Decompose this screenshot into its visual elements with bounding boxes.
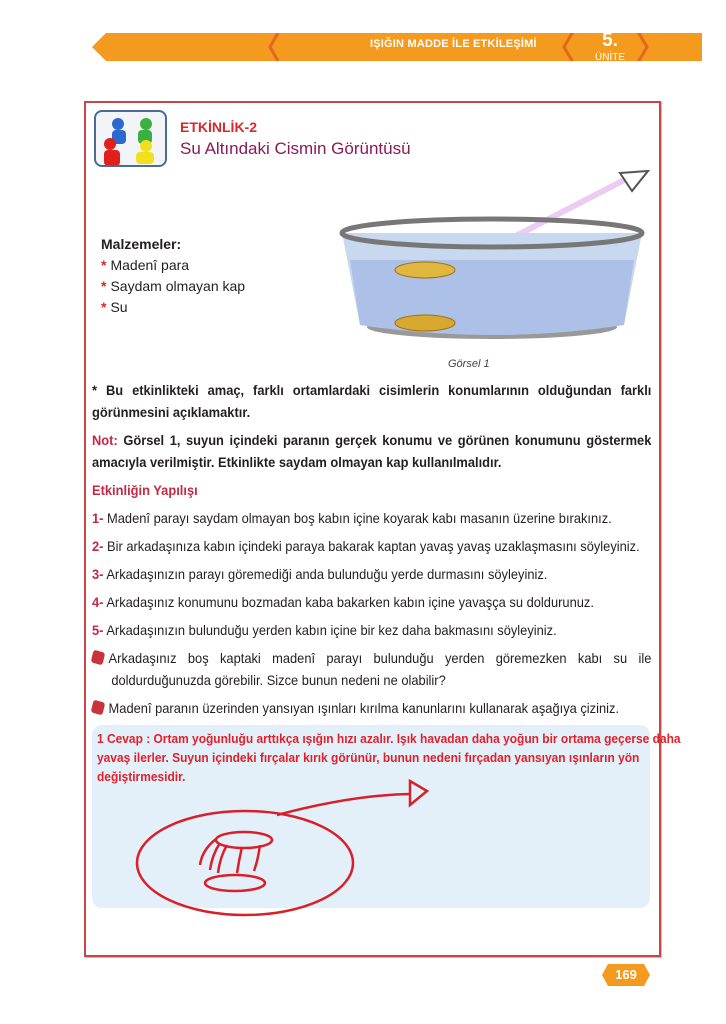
material-text: Su xyxy=(110,299,128,315)
step-text: Arkadaşınız konumunu bozmadan kaba bakarken kabın içine yavaşça su doldurunuz. xyxy=(103,594,594,610)
material-item: * Madenî para xyxy=(101,257,190,273)
step-number: 3- xyxy=(92,566,104,582)
figure-caption: Görsel 1 xyxy=(448,358,490,370)
step-item xyxy=(92,535,651,557)
step-item xyxy=(92,507,651,529)
material-item: * Saydam olmayan kap xyxy=(101,278,246,294)
bowl-coin-illustration xyxy=(330,165,655,350)
step-item xyxy=(92,563,651,585)
dice-icon xyxy=(91,700,106,716)
page-number: 169 xyxy=(615,967,637,982)
material-text: Madenî para xyxy=(110,257,190,273)
material-item: * Su xyxy=(101,299,128,315)
note-label: Not: xyxy=(92,432,118,448)
step-text: Bir arkadaşınıza kabın içindeki paraya bakarak kaptan yavaş yavaş uzaklaşmasını söyleyiniz. xyxy=(103,538,640,554)
step-number: 5- xyxy=(92,622,104,638)
question-text: Arkadaşınız boş kaptaki madenî parayı bulunduğu yerden göremezken kabı su ile doldurduğunuzda görebilir. Sizce bunun nedeni ne olabilir? xyxy=(108,650,652,688)
note-text xyxy=(92,429,651,473)
activity-label: ETKİNLİK-2 xyxy=(180,119,257,135)
step-text: Arkadaşınızın bulunduğu yerden kabın içine bir kez daha bakmasını söyleyiniz. xyxy=(103,622,557,638)
activity-title: Su Altındaki Cismin Görüntüsü xyxy=(180,139,411,158)
chapter-title: IŞIĞIN MADDE İLE ETKİLEŞİMİ xyxy=(370,38,537,50)
question-item xyxy=(92,647,651,691)
activity-body xyxy=(92,379,681,908)
procedure-heading: Etkinliğin Yapılışı xyxy=(92,482,198,498)
step-number: 4- xyxy=(92,594,104,610)
group-activity-icon xyxy=(94,110,167,167)
step-text: Arkadaşınızın parayı göremediği anda bulunduğu yerde durmasını söyleyiniz. xyxy=(103,566,548,582)
question-text: Madenî paranın üzerinden yansıyan ışınları kırılma kanunlarını kullanarak aşağıya çiziniz. xyxy=(108,700,620,716)
step-number: 2- xyxy=(92,538,104,554)
unit-number: 5. xyxy=(602,30,618,51)
material-text: Saydam olmayan kap xyxy=(110,278,246,294)
step-item xyxy=(92,619,651,641)
answer-area[interactable] xyxy=(92,725,681,908)
unit-label: ÜNİTE xyxy=(595,52,625,63)
question-item xyxy=(92,697,651,719)
step-item xyxy=(92,591,651,613)
materials-list xyxy=(101,234,245,318)
dice-icon xyxy=(91,650,106,666)
step-text: Madenî parayı saydam olmayan boş kabın içine koyarak kabı masanın üzerine bırakınız. xyxy=(103,510,612,526)
note-body: Görsel 1, suyun içindeki paranın gerçek konumu ve görünen konumunu göstermek amacıyla verilmiştir. Etkinlikte saydam olmayan kap kullanılmalıdır. xyxy=(92,432,652,470)
answer-text: 1 Cevap : Ortam yoğunluğu arttıkça ışığın hızı azalır. Işık havadan daha yoğun bir ortama geçerse daha yavaş ilerler. Suyun içindeki fırçalar kırık görünür, bunun nedeni fırçadan yansıyan ışınların yön değiştirmesidir. xyxy=(97,731,681,784)
step-number: 1- xyxy=(92,510,104,526)
materials-heading: Malzemeler: xyxy=(101,236,182,252)
purpose-text: * Bu etkinlikteki amaç, farklı ortamlardaki cisimlerin konumlarının olduğundan farklı görünmesini açıklamaktır. xyxy=(92,382,652,420)
